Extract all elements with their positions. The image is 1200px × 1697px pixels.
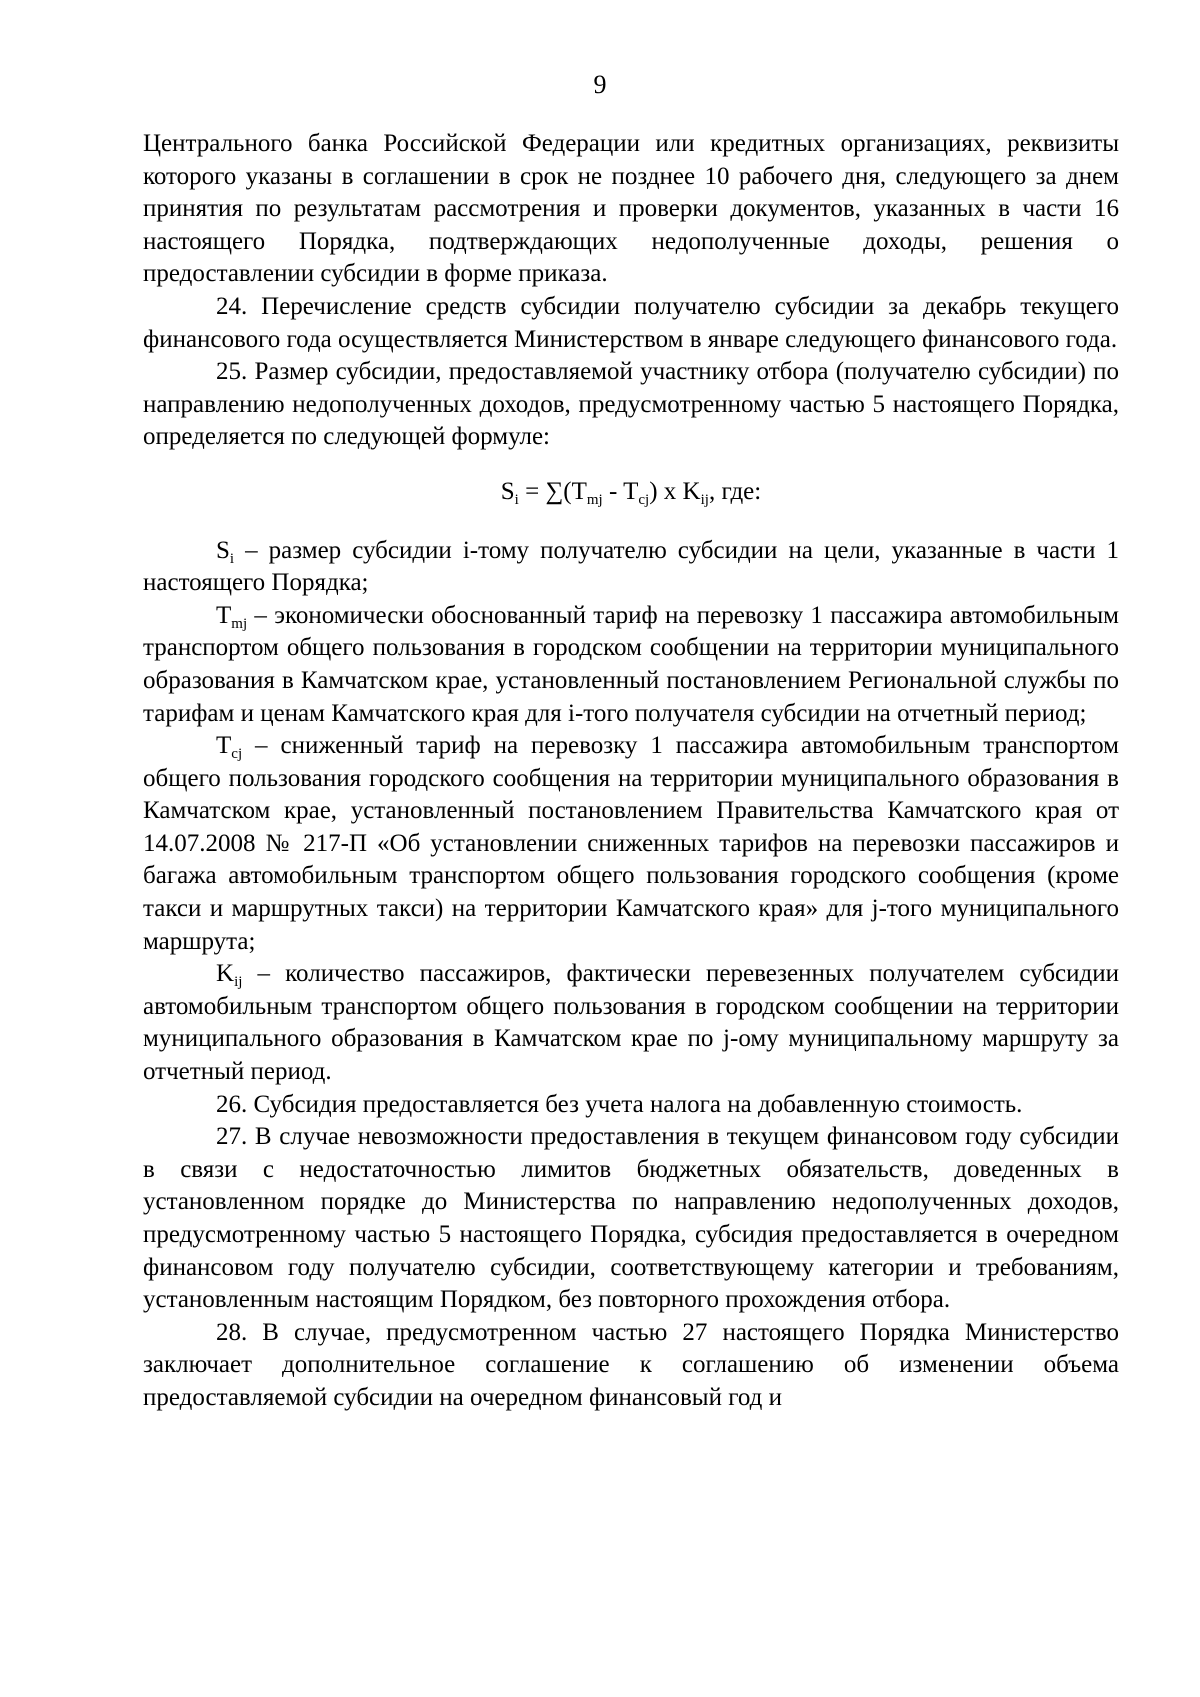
subsidy-formula: $S_i = \sum(T_{mj} - T_{cj})$ x $K_{ij}$, где: <box>500 477 762 508</box>
definition-si: $S_i$ – размер субсидии i-тому получателю субсидии на цели, указанные в части 1 настоящего Порядка; <box>143 536 1119 597</box>
paragraph-24: 24. Перечисление средств субсидии получателю субсидии за декабрь текущего финансового года осуществляется Министерством в январе следующего финансового года. <box>143 292 1119 353</box>
definition-tmj: $T_{mj}$ – экономически обоснованный тариф на перевозку 1 пассажира автомобильным транспортом общего пользования в городском сообщении на территории муниципального образования в Камчатском крае, установленный постановлением Региональной службы по тарифам и ценам Камчатского края для i-того получателя субсидии на отчетный период; <box>143 601 1119 727</box>
definition-kij: $K_{ij}$ – количество пассажиров, фактически перевезенных получателем субсидии автомобильным транспортом общего пользования в городском сообщении на территории муниципального образования в Камчатском крае по j-ому муниципальному маршруту за отчетный период. <box>143 960 1119 1086</box>
paragraph-27: 27. В случае невозможности предоставления в текущем финансовом году субсидии в связи с недостаточностью лимитов бюджетных обязательств, доведенных в установленном порядке до Министерства по направлению недополученных доходов, предусмотренному частью 5 настоящего Порядка, субсидия предоставляется в очередном финансовом году получателю субсидии, соответствующему категории и требованиям, установленным настоящим Порядком, без повторного прохождения отбора. <box>143 1123 1119 1314</box>
paragraph-continuation: Центрального банка Российской Федерации или кредитных организациях, реквизиты которого указаны в соглашении в срок не позднее 10 рабочего дня, следующего за днем принятия по результатам рассмотрения и проверки документов, указанных в части 16 настоящего Порядка, подтверждающих недополученные доходы, решения о предоставлении субсидии в форме приказа. <box>143 130 1119 288</box>
paragraph-26: 26. Субсидия предоставляется без учета налога на добавленную стоимость. <box>216 1090 1023 1118</box>
definition-tcj: $T_{cj}$ – сниженный тариф на перевозку 1 пассажира автомобильным транспортом общего пользования городского сообщения на территории муниципального образования в Камчатском крае, установленный постановлением Правительства Камчатского края от 14.07.2008 № 217-П «Об установлении сниженных тарифов на перевозки пассажиров и багажа автомобильным транспортом общего пользования городского сообщения (кроме такси и маршрутных такси) на территории Камчатского края» для j-того муниципального маршрута; <box>143 732 1119 955</box>
paragraph-28: 28. В случае, предусмотренном частью 27 настоящего Порядка Министерство заключает дополнительное соглашение к соглашению об изменении объема предоставляемой субсидии на очередном финансовый год и <box>143 1318 1119 1411</box>
page-number: 9 <box>593 70 607 99</box>
document-body <box>143 128 1119 1415</box>
paragraph-25: 25. Размер субсидии, предоставляемой участнику отбора (получателю субсидии) по направлению недополученных доходов, предусмотренному частью 5 настоящего Порядка, определяется по следующей формуле: <box>143 358 1119 451</box>
